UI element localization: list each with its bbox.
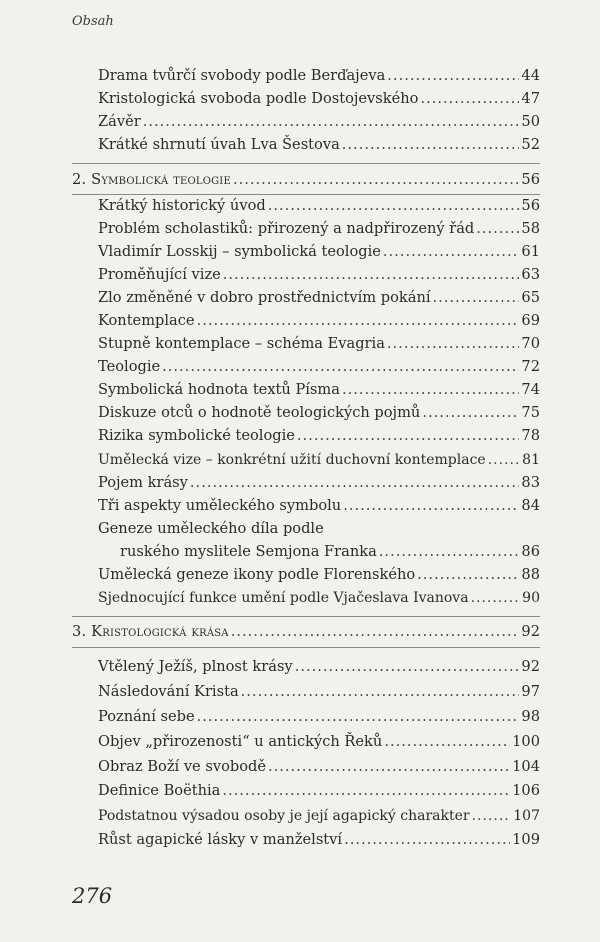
leader-dots	[417, 565, 519, 585]
toc-entry	[98, 707, 540, 727]
toc-entry-page: 84	[521, 497, 540, 514]
running-head: Obsah	[72, 14, 114, 29]
toc-entry-title: Zlo změněné v dobro prostřednictvím pokání	[98, 289, 431, 306]
toc-entry-page: 106	[512, 782, 540, 799]
toc-entry-page: 69	[521, 312, 540, 329]
leader-dots	[387, 334, 520, 354]
toc-entry-title: Krátký historický úvod	[98, 197, 266, 214]
toc-entry-page: 44	[521, 67, 540, 84]
section-divider	[72, 647, 540, 648]
toc-entry-title: Diskuze otců o hodnotě teologických pojmů	[98, 404, 421, 421]
toc-entry-title: Sjednocující funkce umění podle Vjačeslava Ivanova	[98, 590, 469, 606]
toc-entry	[98, 219, 540, 239]
leader-dots	[476, 219, 519, 239]
toc-entry-title: Problém scholastiků: přirozený a nadpřirozený řád	[98, 220, 475, 237]
toc-entry	[98, 565, 540, 585]
toc-entry-page: 47	[521, 90, 540, 107]
toc-entry	[98, 89, 540, 109]
part-title: Symbolická teologie	[91, 171, 231, 188]
part-page: 56	[521, 171, 540, 188]
leader-dots	[343, 496, 519, 516]
toc-entry-title: Teologie	[98, 358, 161, 375]
leader-dots	[222, 781, 510, 801]
toc-entry-page: 63	[521, 266, 540, 283]
toc-entry	[120, 542, 540, 562]
toc-entry	[98, 288, 540, 308]
toc-entry-title: Kontemplace	[98, 312, 195, 329]
leader-dots	[488, 450, 520, 470]
toc-entry	[98, 757, 540, 777]
leader-dots	[162, 357, 519, 377]
leader-dots	[231, 622, 520, 642]
page-number: 276	[72, 884, 113, 908]
toc-entry-page: 56	[521, 197, 540, 214]
leader-dots	[268, 196, 520, 216]
toc-entry-page: 74	[521, 381, 540, 398]
leader-dots	[342, 135, 520, 155]
toc-entry-page: 65	[521, 289, 540, 306]
toc-entry-page: 100	[512, 733, 540, 750]
toc-entry-title: Podstatnou výsadou osoby je její agapický charakter	[98, 808, 470, 824]
leader-dots	[384, 732, 510, 752]
toc-entry	[98, 265, 540, 285]
toc-entry-page: 90	[522, 590, 540, 606]
toc-entry-title: Následování Krista	[98, 683, 239, 700]
toc-entry-title: Vladimír Losskij – symbolická teologie	[98, 243, 381, 260]
toc-entry	[98, 66, 540, 86]
toc-entry-title: Obraz Boží ve svobodě	[98, 758, 266, 775]
toc-entry	[98, 450, 540, 470]
leader-dots	[297, 426, 520, 446]
toc-entry-title: Závěr	[98, 113, 141, 130]
leader-dots	[233, 170, 519, 190]
toc-entry-title: Vtělený Ježíš, plnost krásy	[98, 658, 293, 675]
leader-dots	[143, 112, 520, 132]
leader-dots	[197, 311, 520, 331]
section-divider	[72, 616, 540, 617]
toc-entry-page: 83	[521, 474, 540, 491]
toc-entry	[98, 588, 540, 608]
toc-entry-title: Definice Boëthia	[98, 782, 221, 799]
leader-dots	[295, 657, 520, 677]
part-number: 3.	[72, 623, 87, 640]
part-title: Kristologická krása	[91, 623, 229, 640]
toc-entry	[98, 496, 540, 516]
leader-dots	[420, 89, 519, 109]
leader-dots	[268, 757, 510, 777]
toc-entry-page: 52	[521, 136, 540, 153]
toc-entry	[98, 426, 540, 446]
toc-entry-title: Tři aspekty uměleckého symbolu	[98, 497, 342, 514]
toc-entry-page: 86	[521, 543, 540, 560]
toc-entry	[98, 242, 540, 262]
toc-entry-first-line	[98, 519, 540, 539]
leader-dots	[471, 588, 521, 608]
toc-entry-title: Drama tvůrčí svobody podle Berďajeva	[98, 67, 386, 84]
toc-entry	[98, 682, 540, 702]
toc-entry-title: Růst agapické lásky v manželství	[98, 831, 343, 848]
toc-entry-page: 92	[521, 658, 540, 675]
toc-entry-page: 58	[521, 220, 540, 237]
toc-entry	[98, 732, 540, 752]
leader-dots	[433, 288, 520, 308]
leader-dots	[342, 380, 519, 400]
toc-entry	[98, 830, 540, 850]
leader-dots	[197, 707, 520, 727]
toc-part-heading	[72, 170, 540, 190]
toc-entry-title: Objev „přirozenosti“ u antických Řeků	[98, 733, 383, 750]
leader-dots	[190, 473, 520, 493]
toc-entry	[98, 403, 540, 423]
toc-entry-title: Proměňující vize	[98, 266, 221, 283]
toc-entry-title: Stupně kontemplace – schéma Evagria	[98, 335, 385, 352]
toc-entry-page: 97	[521, 683, 540, 700]
toc-entry-title: Kristologická svoboda podle Dostojevského	[98, 90, 419, 107]
toc-entry-page: 75	[521, 404, 540, 421]
toc-entry	[98, 781, 540, 801]
toc-entry-title: Rizika symbolické teologie	[98, 427, 295, 444]
toc-entry-page: 72	[521, 358, 540, 375]
leader-dots	[387, 66, 519, 86]
leader-dots	[379, 542, 520, 562]
toc-entry-title: Umělecká vize – konkrétní užití duchovní kontemplace	[98, 452, 486, 468]
toc-entry-title: Krátké shrnutí úvah Lva Šestova	[98, 136, 340, 153]
toc-entry-page: 61	[521, 243, 540, 260]
toc-entry	[98, 334, 540, 354]
leader-dots	[422, 403, 519, 423]
toc-entry-title: Umělecká geneze ikony podle Florenského	[98, 566, 416, 583]
leader-dots	[383, 242, 520, 262]
toc-entry	[98, 473, 540, 493]
toc-entry-page: 78	[521, 427, 540, 444]
toc-entry	[98, 112, 540, 132]
toc-entry	[98, 657, 540, 677]
toc-entry	[98, 311, 540, 331]
toc-entry-title: Pojem krásy	[98, 474, 188, 491]
toc-entry-page: 109	[512, 831, 540, 848]
toc-entry	[98, 135, 540, 155]
toc-entry	[98, 380, 540, 400]
leader-dots	[472, 806, 512, 826]
toc-entry-page: 88	[521, 566, 540, 583]
leader-dots	[241, 682, 520, 702]
toc-entry-page: 107	[513, 808, 540, 824]
toc-entry-page: 81	[522, 452, 540, 468]
toc-entry-page: 104	[512, 758, 540, 775]
toc-entry	[98, 357, 540, 377]
toc-entry-page: 70	[521, 335, 540, 352]
leader-dots	[223, 265, 520, 285]
toc-part-heading	[72, 622, 540, 642]
toc-entry	[98, 196, 540, 216]
section-divider	[72, 163, 540, 164]
toc-entry	[98, 806, 540, 826]
part-number: 2.	[72, 171, 87, 188]
toc-entry-page: 98	[521, 708, 540, 725]
toc-entry-title: Symbolická hodnota textů Písma	[98, 381, 340, 398]
toc-entry-page: 50	[521, 113, 540, 130]
leader-dots	[344, 830, 510, 850]
part-page: 92	[521, 623, 540, 640]
toc-entry-title-continued: ruského myslitele Semjona Franka	[120, 543, 377, 560]
toc-entry-title: Poznání sebe	[98, 708, 195, 725]
toc-entry-title: Geneze uměleckého díla podle	[98, 520, 324, 537]
section-divider	[72, 194, 540, 195]
